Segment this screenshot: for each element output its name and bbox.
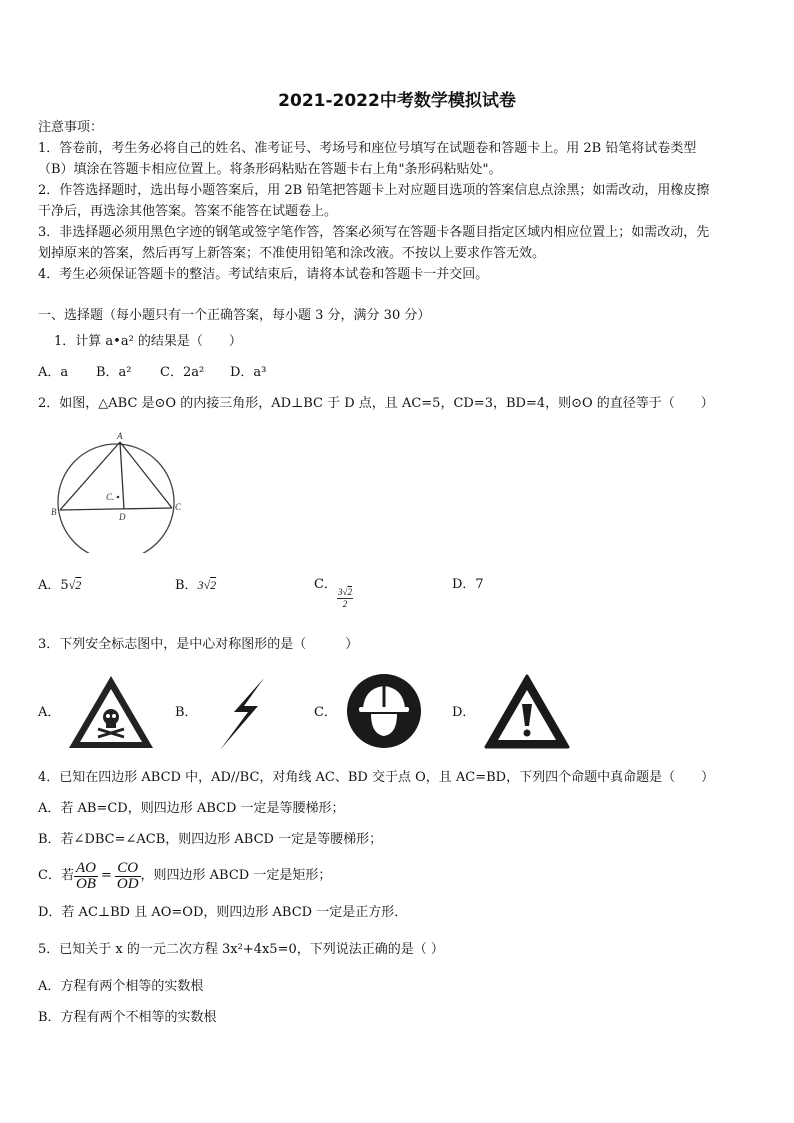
fraction-numerator: CO bbox=[115, 861, 141, 877]
notice-line: 4．考生必须保证答题卡的整洁。考试结束后，请将本试卷和答题卡一并交回。 bbox=[38, 267, 489, 282]
fraction-numerator: AO bbox=[75, 859, 96, 876]
q2-option-c-fraction: 3√2 2 bbox=[338, 587, 352, 609]
q2-option-b-prefix: B． bbox=[175, 578, 198, 593]
q2-option-a-prefix: A．5 bbox=[38, 578, 69, 593]
q4-option-b: B．若∠DBC=∠ACB，则四边形 ABCD 一定是等腰梯形； bbox=[38, 832, 383, 847]
exclamation-warning-sign-icon bbox=[484, 674, 570, 750]
q3-option-b: B． bbox=[175, 705, 198, 720]
segment-bc bbox=[60, 508, 172, 510]
q1-option-b: B．a² bbox=[96, 365, 132, 380]
notice-line: （B）填涂在答题卡相应位置上。将条形码粘贴在答题卡右上角"条形码粘贴处"。 bbox=[38, 162, 502, 177]
q5-option-a: A．方程有两个相等的实数根 bbox=[38, 979, 204, 994]
notice-line: 1．答卷前，考生务必将自己的姓名、准考证号、考场号和座位号填写在试题卷和答题卡上。用 2B 铅笔将试卷类型 bbox=[38, 141, 697, 156]
page-title: 2021-2022中考数学模拟试卷 bbox=[278, 91, 516, 111]
q1-option-a: A．a bbox=[38, 365, 69, 380]
question-3-stem: 3．下列安全标志图中，是中心对称图形的是（ ） bbox=[38, 637, 359, 652]
label-b: B bbox=[51, 507, 57, 517]
question-4-stem: 4．已知在四边形 ABCD 中，AD//BC，对角线 AC、BD 交于点 O，且 AC=BD，下列四个命题中真命题是（ ） bbox=[38, 770, 715, 785]
segment-ad bbox=[120, 442, 124, 509]
skull-warning-sign-icon bbox=[66, 673, 156, 751]
q2-option-c-num-coef: 3 bbox=[338, 587, 343, 597]
hard-hat-sign-icon bbox=[345, 672, 423, 750]
q2-option-d: D．7 bbox=[452, 577, 484, 592]
q2-option-c-den: 2 bbox=[342, 599, 348, 609]
q2-option-a-radicand: 2 bbox=[75, 578, 82, 592]
q4-option-c-suffix: ，则四边形 ABCD 一定是矩形； bbox=[140, 868, 332, 883]
section-heading: 一、选择题（每小题只有一个正确答案，每小题 3 分，满分 30 分） bbox=[38, 308, 431, 323]
label-c: C bbox=[175, 502, 182, 512]
center-point bbox=[117, 496, 120, 499]
q2-option-c-prefix: C． bbox=[314, 577, 337, 592]
fraction-denominator: OB bbox=[75, 875, 96, 892]
label-o: C. bbox=[106, 492, 115, 502]
fraction-co-od bbox=[115, 861, 141, 892]
q2-option-b: B．3√2 bbox=[175, 578, 217, 593]
q4-option-c bbox=[38, 858, 331, 894]
q1-option-d: D．a³ bbox=[230, 365, 267, 380]
q2-option-b-radicand: 2 bbox=[210, 578, 217, 592]
notice-line: 3．非选择题必须用黑色字迹的钢笔或签字笔作答，答案必须写在答题卡各题目指定区域内相应位置上；如需改动，先 bbox=[38, 225, 710, 240]
label-a: A bbox=[117, 431, 123, 441]
equals-sign: = bbox=[100, 868, 112, 883]
notice-line: 干净后，再选涂其他答案。答案不能答在试题卷上。 bbox=[38, 204, 338, 219]
q3-option-d: D． bbox=[452, 705, 476, 720]
q5-option-b: B．方程有两个不相等的实数根 bbox=[38, 1010, 217, 1025]
q4-option-a: A．若 AB=CD，则四边形 ABCD 一定是等腰梯形； bbox=[38, 801, 345, 816]
fraction-ao-ob bbox=[74, 861, 98, 892]
q3-option-c: C． bbox=[314, 705, 337, 720]
q2-option-b-coef: 3 bbox=[197, 578, 204, 592]
question-2-stem: 2．如图，△ABC 是⊙O 的内接三角形，AD⊥BC 于 D 点，且 AC=5，CD=3，BD=4，则⊙O 的直径等于（ ） bbox=[38, 396, 714, 411]
q4-option-d: D．若 AC⊥BD 且 AO=OD，则四边形 ABCD 一定是正方形． bbox=[38, 905, 408, 920]
q3-option-a: A． bbox=[38, 705, 61, 720]
question-5-stem: 5．已知关于 x 的一元二次方程 3x²+4x5=0，下列说法正确的是（ ） bbox=[38, 942, 444, 957]
q2-option-c-num-radicand: 2 bbox=[347, 587, 352, 597]
circle-triangle-figure bbox=[48, 428, 193, 553]
q2-option-c bbox=[314, 575, 337, 595]
circumcircle bbox=[58, 444, 174, 553]
q1-option-c: C．2a² bbox=[160, 365, 205, 380]
notice-line: 2．作答选择题时，选出每小题答案后，用 2B 铅笔把答题卡上对应题目选项的答案信息点涂黑；如需改动，用橡皮擦 bbox=[38, 183, 710, 198]
notice-line: 划掉原来的答案，然后再写上新答案；不准使用铅笔和涂改液。不按以上要求作答无效。 bbox=[38, 246, 546, 261]
fraction-denominator: OD bbox=[116, 875, 139, 892]
question-1-stem: 1．计算 a•a² 的结果是（ ） bbox=[54, 334, 242, 349]
lightning-bolt-sign-icon bbox=[214, 676, 272, 752]
notice-heading: 注意事项： bbox=[38, 120, 104, 135]
q2-option-a: A．5√2 bbox=[38, 578, 82, 593]
label-d: D bbox=[119, 512, 126, 522]
q4-option-c-prefix: C．若 bbox=[38, 868, 74, 883]
